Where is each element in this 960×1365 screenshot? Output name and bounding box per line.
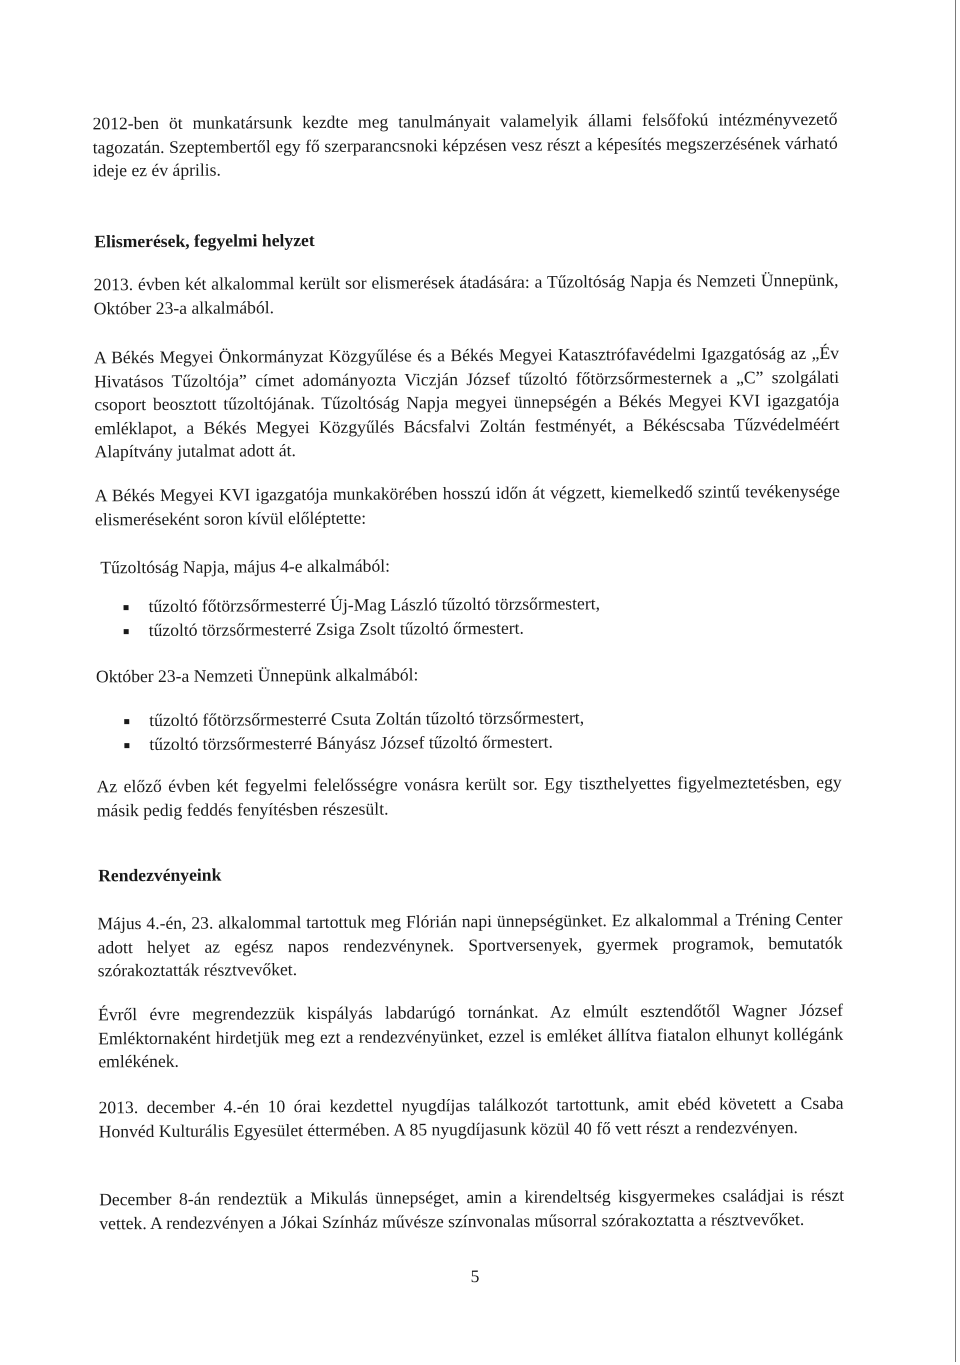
list-item: tűzoltó főtörzsőrmesterré Csuta Zoltán tűzoltó törzsőrmestert,	[120, 706, 584, 732]
may-promotions-list	[119, 592, 600, 642]
recognitions-paragraph-3: A Békés Megyei KVI igazgatója munkakörében hosszú időn át végzett, kiemelkedő szintű tevékenysége elismeréseként soron kívül előléptette:	[94, 480, 840, 529]
list-item: tűzoltó törzsőrmesterré Bányász József tűzoltó őrmestert.	[120, 730, 584, 756]
section-heading-events: Rendezvényeink	[98, 864, 222, 886]
may-subheading: Tűzoltóság Napja, május 4-e alkalmából:	[100, 555, 391, 578]
events-paragraph-4: December 8-án rendeztük a Mikulás ünnepséget, amin a kirendeltség kisgyermekes családjai is részt vettek. A rendezvényen a Jókai Színház művésze színvonalas műsorral szórakoztatta a résztvevőket.	[99, 1184, 845, 1233]
october-subheading: Október 23-a Nemzeti Ünnepünk alkalmából:	[95, 664, 419, 687]
events-paragraph-2: Évről évre megrendezzük kispályás labdarúgó tornánkat. Az elmúlt esztendőtől Wagner József Emléktornaként hirdetjük meg ezt a rendezvényünket, ezzel is emléket állítva fiatalon elhunyt kollégánk emlékének.	[97, 999, 844, 1072]
disciplinary-paragraph: Az előző évben két fegyelmi felelősségre vonásra került sor. Egy tiszthelyettes figyelmeztetésben, egy másik pedig feddés fenyítésben részesült.	[96, 771, 842, 820]
events-paragraph-3: 2013. december 4.-én 10 órai kezdettel nyugdíjas találkozót tartottunk, amit ebéd követett a Csaba Honvéd Kulturális Egyesület éttermében. A 85 nyugdíjasunk közül 40 fő vett részt a rendezvényen.	[98, 1092, 844, 1141]
events-paragraph-1: Május 4.-én, 23. alkalommal tartottuk meg Flórián napi ünnepségünket. Ez alkalommal a Tréning Center adott helyet az egész napos rendezvénynek. Sportversenyek, gyermek programok, bemutatók szórakoztatták résztvevőket.	[97, 908, 843, 981]
recognitions-paragraph-2: A Békés Megyei Önkormányzat Közgyűlése és a Békés Megyei Katasztrófavédelmi Igazgatóság az „Év Hivatásos Tűzoltója” címet adományozta Viczján József tűzoltó főtörzsőrmesternek a „C” szolgálati csoport beosztott tűzoltójának. Tűzoltóság Napja megyei ünnepségén a Békés Megyei KVI igazgatója emléklapot, a Békés Megyei Közgyűlés Bácsfalvi Zoltán festményét, a Békéscsaba Tűzvédelméért Alapítvány jutalmat adott át.	[93, 342, 840, 462]
page-number: 5	[470, 1266, 480, 1287]
list-item: tűzoltó törzsőrmesterré Zsiga Zsolt tűzoltó őrmestert.	[120, 616, 601, 642]
list-item: tűzoltó főtörzsőrmesterré Új-Mag László tűzoltó törzsőrmestert,	[119, 592, 600, 618]
section-heading-recognitions: Elismerések, fegyelmi helyzet	[94, 230, 315, 252]
page-edge-line	[955, 0, 956, 1362]
recognitions-paragraph-1: 2013. évben két alkalommal került sor elismerések átadására: a Tűzoltóság Napja és Nemzeti Ünnepünk, Október 23-a alkalmából.	[93, 269, 839, 318]
intro-paragraph: 2012-ben öt munkatársunk kezdte meg tanulmányait valamelyik állami felsőfokú intézményvezető tagozatán. Szeptembertől egy fő szerparancsnoki képzésen vesz részt a képesítés megszerzésének várható ideje ez év április.	[92, 108, 838, 181]
october-promotions-list	[120, 706, 584, 756]
